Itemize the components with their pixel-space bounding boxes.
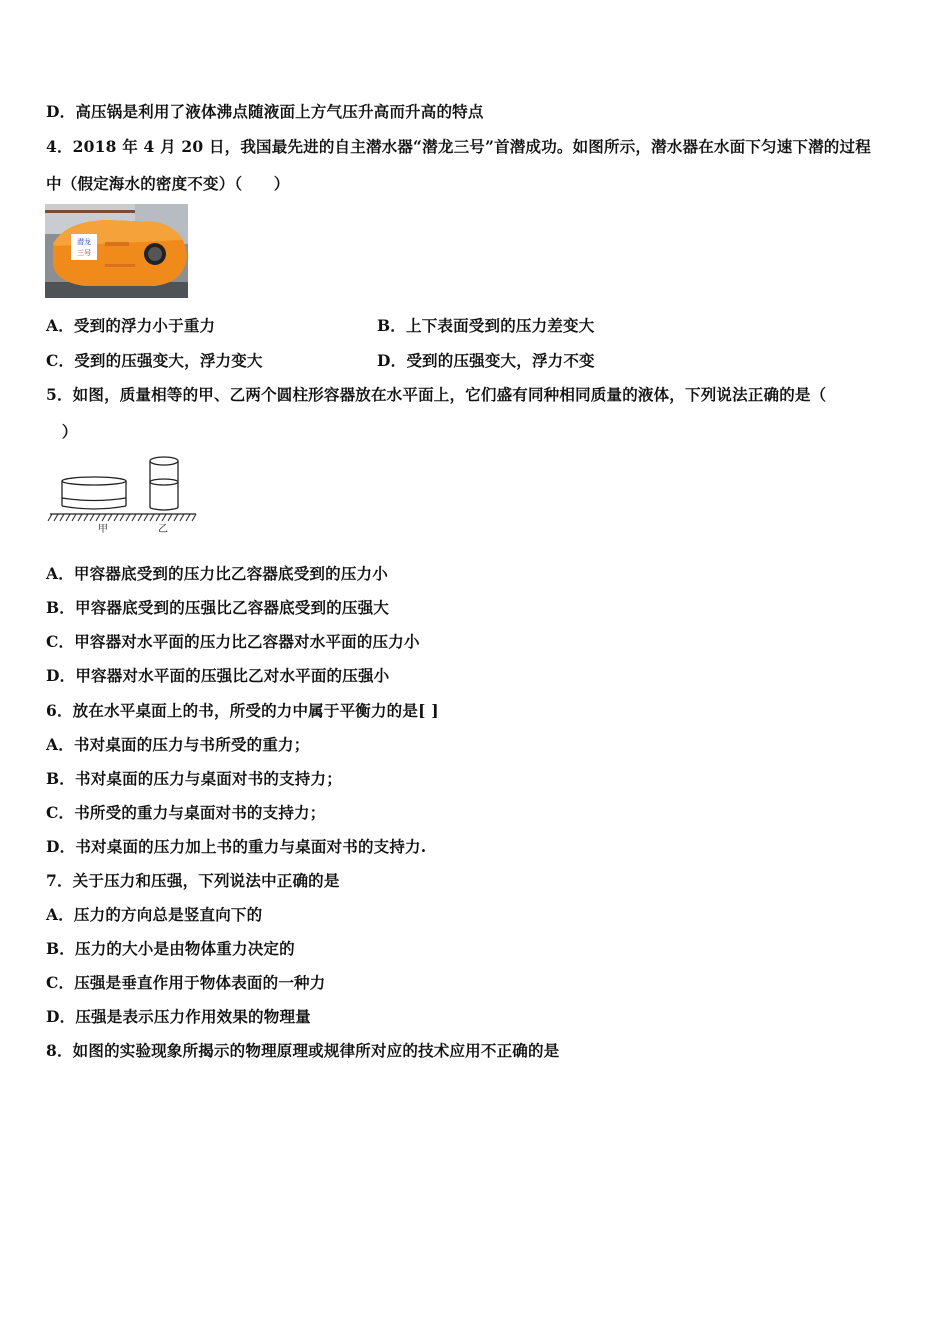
- q4-stem-line1: 4．2018 年 4 月 20 日，我国最先进的自主潜水器“潜龙三号”首潜成功。如图所示，潜水器在水面下匀速下潜的过程: [46, 137, 871, 156]
- q8-stem: 8．如图的实验现象所揭示的物理原理或规律所对应的技术应用不正确的是: [46, 1041, 560, 1060]
- label-yi: 乙: [158, 524, 168, 534]
- q7-option-d: D．压强是表示压力作用效果的物理量: [46, 1007, 311, 1026]
- q5-option-a: A．甲容器底受到的压力比乙容器底受到的压力小: [46, 564, 388, 583]
- q6-stem: 6．放在水平桌面上的书，所受的力中属于平衡力的是[ ]: [46, 701, 439, 720]
- q5-stem-line2: ）: [46, 422, 78, 441]
- q4-stem-line2: 中（假定海水的密度不变）（ ）: [46, 174, 290, 193]
- label-jia: 甲: [98, 524, 108, 534]
- q4-option-a: A．受到的浮力小于重力: [46, 316, 216, 335]
- q3-option-d: D．高压锅是利用了液体沸点随液面上方气压升高而升高的特点: [46, 102, 484, 121]
- submarine-name-text-2: 三号: [77, 249, 91, 257]
- q6-option-d: D．书对桌面的压力加上书的重力与桌面对书的支持力.: [46, 837, 427, 856]
- q7-option-a: A．压力的方向总是竖直向下的: [46, 905, 263, 924]
- q6-option-c: C．书所受的重力与桌面对书的支持力；: [46, 803, 326, 822]
- q5-stem-line1: 5．如图，质量相等的甲、乙两个圆柱形容器放在水平面上，它们盛有同种相同质量的液体，下列说法正确的是（: [46, 385, 827, 404]
- q4-option-c: C．受到的压强变大，浮力变大: [46, 351, 263, 370]
- q7-option-b: B．压力的大小是由物体重力决定的: [46, 939, 295, 958]
- q4-option-b: B．上下表面受到的压力差变大: [377, 316, 595, 335]
- submarine-name-text-1: 潜龙: [77, 238, 91, 246]
- containers-diagram: [46, 450, 198, 534]
- q5-option-b: B．甲容器底受到的压强比乙容器底受到的压强大: [46, 598, 390, 617]
- q5-option-d: D．甲容器对水平面的压强比乙对水平面的压强小: [46, 666, 390, 685]
- q4-option-d: D．受到的压强变大，浮力不变: [377, 351, 595, 370]
- q7-stem: 7．关于压力和压强，下列说法中正确的是: [46, 871, 340, 890]
- q6-option-a: A．书对桌面的压力与书所受的重力；: [46, 735, 310, 754]
- q6-option-b: B．书对桌面的压力与桌面对书的支持力；: [46, 769, 342, 788]
- submarine-photo: [45, 204, 188, 298]
- q7-option-c: C．压强是垂直作用于物体表面的一种力: [46, 973, 326, 992]
- q5-option-c: C．甲容器对水平面的压力比乙容器对水平面的压力小: [46, 632, 420, 651]
